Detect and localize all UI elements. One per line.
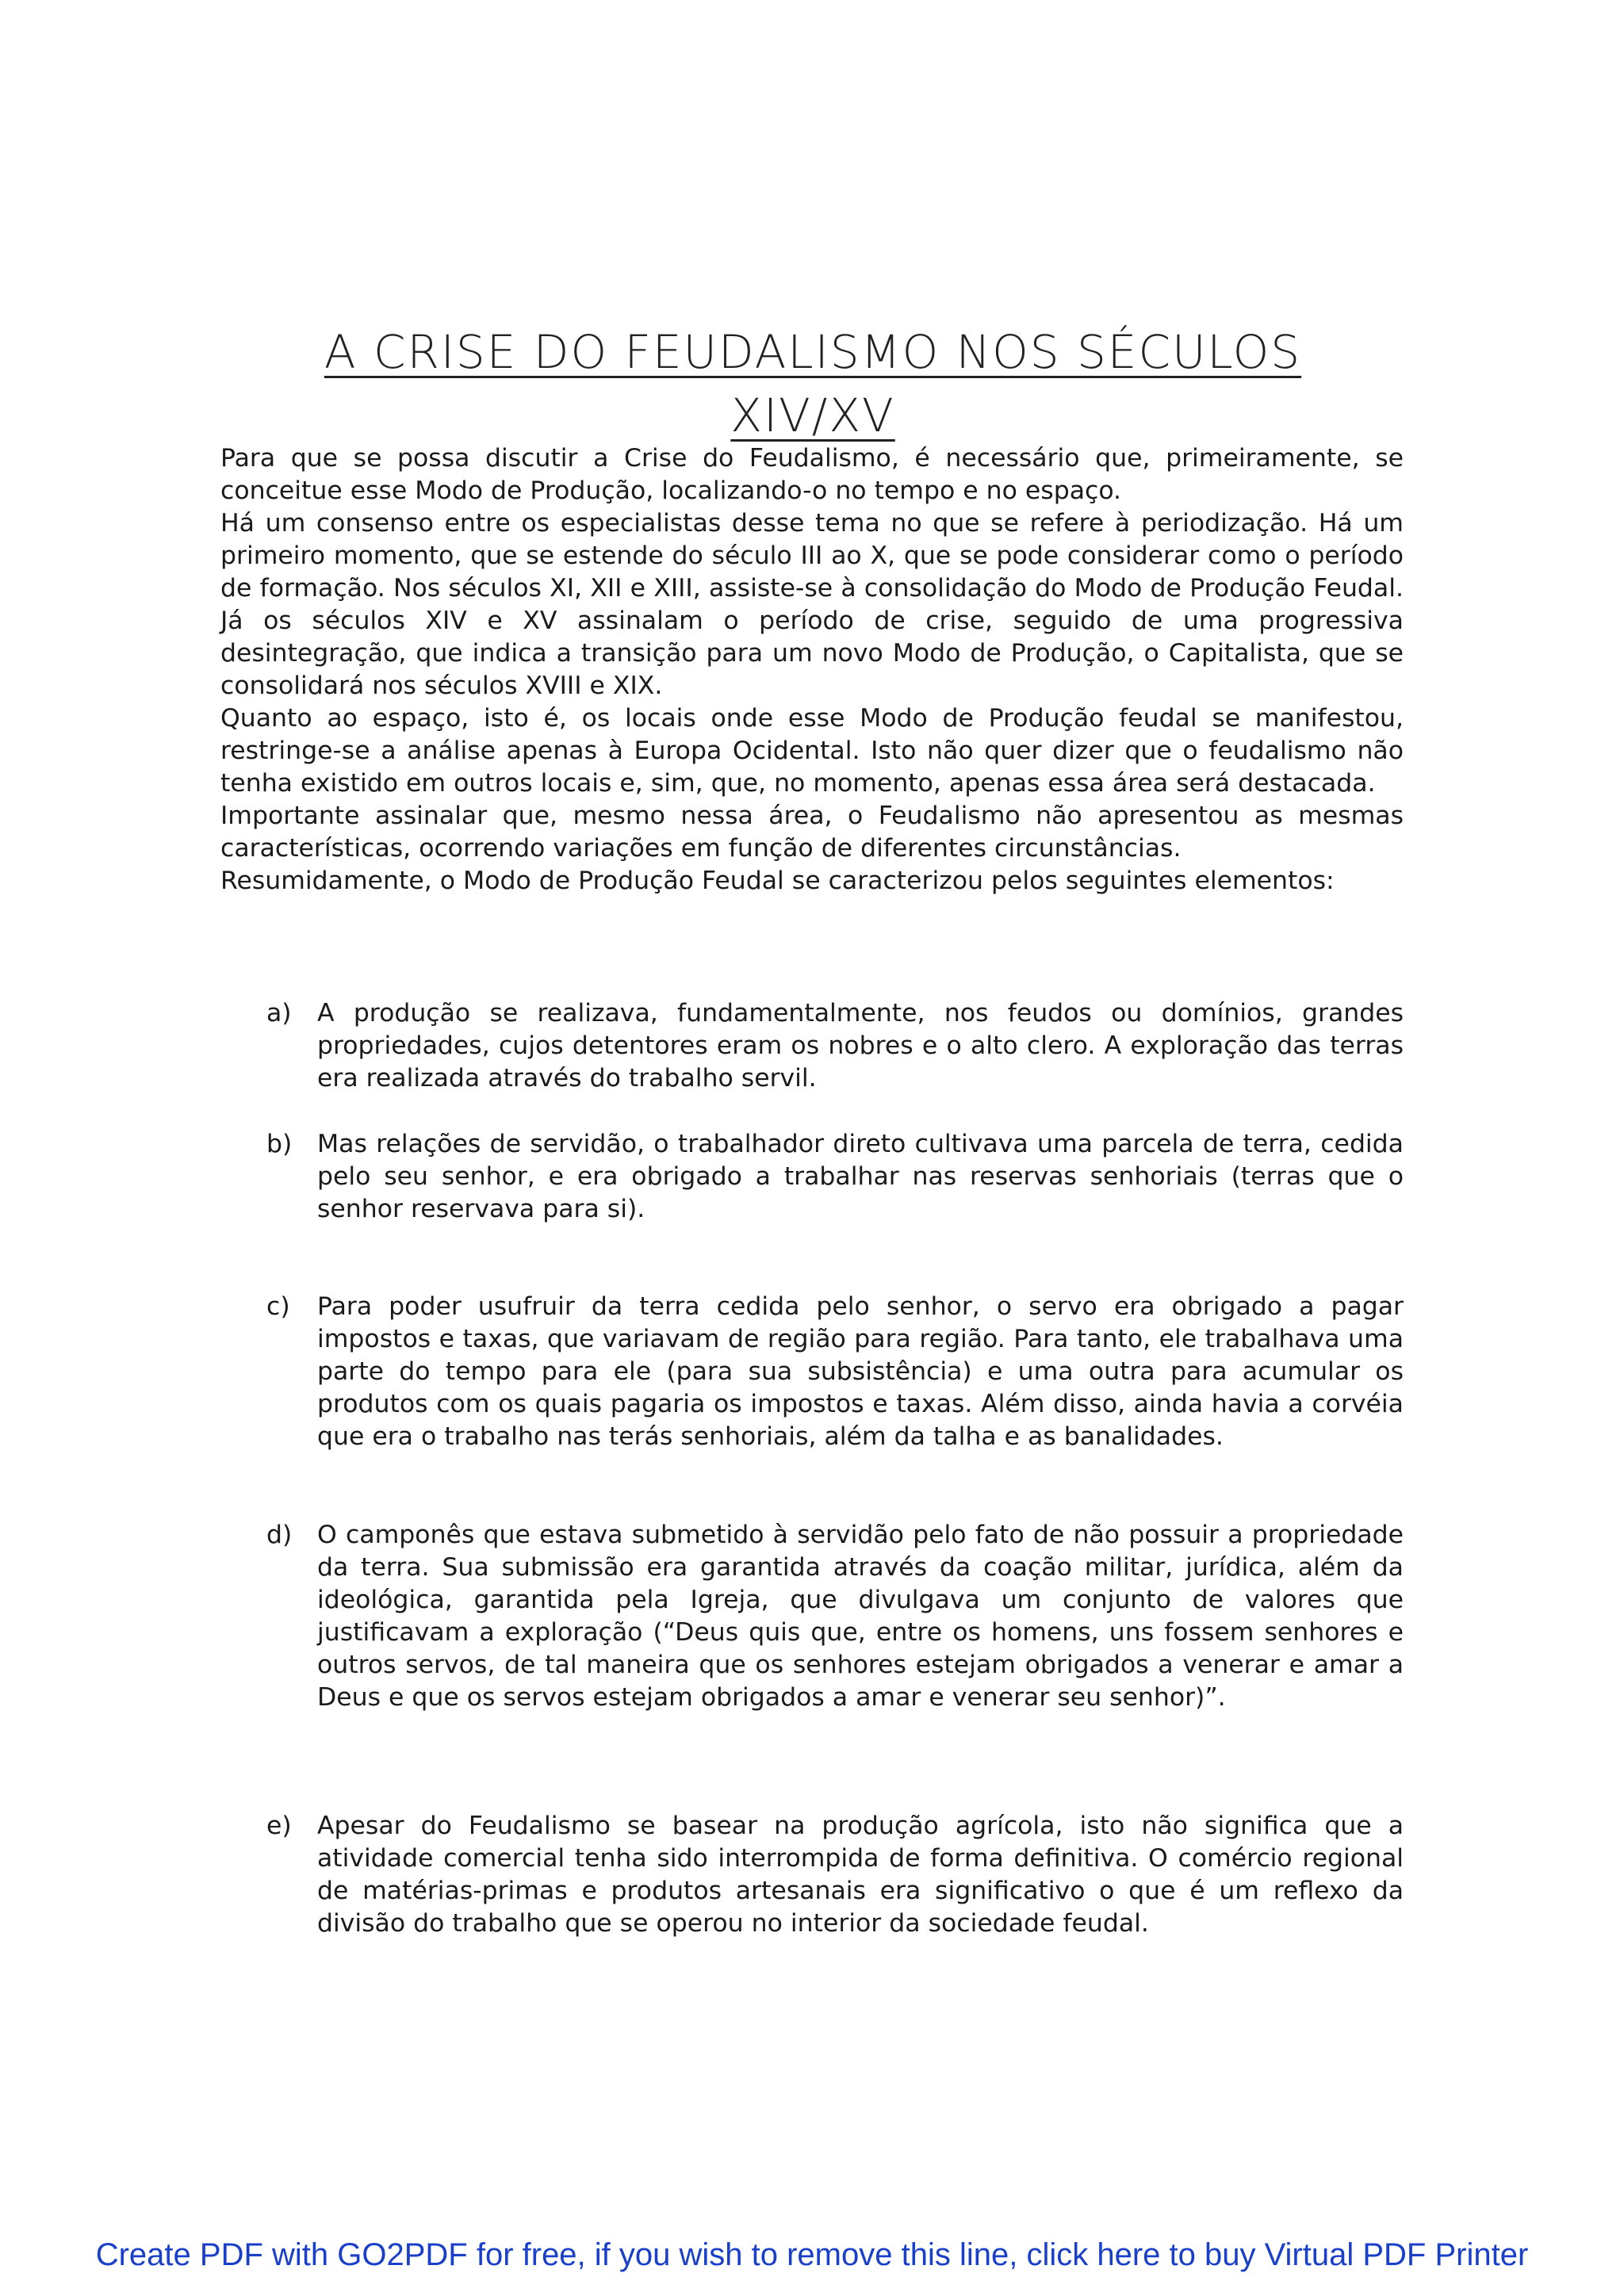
document-title-line-2: XIV/XV: [730, 388, 895, 442]
paragraph: Importante assinalar que, mesmo nessa área, o Feudalismo não apresentou as mesmas características, ocorrendo variações em função de diferentes circunstâncias.: [220, 802, 1404, 863]
document-title: [238, 320, 1388, 447]
list-marker: a): [266, 999, 292, 1027]
intro-body: [220, 442, 1404, 897]
document-title-line-1: A CRISE DO FEUDALISMO NOS SÉCULOS: [324, 324, 1302, 379]
paragraph: Resumidamente, o Modo de Produção Feudal se caracterizou pelos seguintes elementos:: [220, 867, 1335, 895]
list-marker: e): [266, 1812, 292, 1840]
paragraph: Para que se possa discutir a Crise do Feudalismo, é necessário que, primeiramente, se conceitue esse Modo de Produção, localizando-o no tempo e no espaço.: [220, 444, 1404, 505]
paragraph: Há um consenso entre os especialistas desse tema no que se refere à periodização. Há um primeiro momento, que se estende do século III ao X, que se pode considerar como o período de formação. Nos séculos XI, XII e XIII, assiste-se à consolidação do Modo de Produção Feudal. Já os séculos XIV e XV assinalam o período de crise, seguido de uma progressiva desintegração, que indica a transição para um novo Modo de Produção, o Capitalista, que se consolidará nos séculos XVIII e XIX.: [220, 509, 1404, 700]
list-marker: b): [266, 1130, 293, 1158]
paragraph: Quanto ao espaço, isto é, os locais onde esse Modo de Produção feudal se manifestou, restringe-se a análise apenas à Europa Ocidental. Isto não quer dizer que o feudalismo não tenha existido em outros locais e, sim, que, no momento, apenas essa área será destacada.: [220, 704, 1404, 798]
list-item-text: Apesar do Feudalismo se basear na produção agrícola, isto não significa que a atividade comercial tenha sido interrompida de forma definitiva. O comércio regional de matérias-primas e produtos artesanais era significativo o que é um reflexo da divisão do trabalho que se operou no interior da sociedade feudal.: [317, 1812, 1404, 1938]
list-item-text: A produção se realizava, fundamentalmente, nos feudos ou domínios, grandes propriedades, cujos detentores eram os nobres e o alto clero. A exploração das terras era realizada através do trabalho servil.: [317, 999, 1404, 1093]
list-marker: c): [266, 1292, 290, 1321]
list-item-text: O camponês que estava submetido à servidão pelo fato de não possuir a propriedade da terra. Sua submissão era garantida através da coação militar, jurídica, além da ideológica, garantida pela Igreja, que divulgava um conjunto de valores que justificavam a exploração (“Deus quis que, entre os homens, uns fossem senhores e outros servos, de tal maneira que os senhores estejam obrigados a venerar e amar a Deus e que os servos estejam obrigados a amar e venerar seu senhor)”.: [317, 1521, 1404, 1712]
list-item-text: Mas relações de servidão, o trabalhador direto cultivava uma parcela de terra, cedida pelo seu senhor, e era obrigado a trabalhar nas reservas senhoriais (terras que o senhor reservava para si).: [317, 1130, 1404, 1223]
list-marker: d): [266, 1521, 293, 1549]
go2pdf-promo-link[interactable]: Create PDF with GO2PDF for free, if you wish to remove this line, click here to buy Virtual PDF Printer: [95, 2237, 1529, 2272]
list-item-text: Para poder usufruir da terra cedida pelo senhor, o servo era obrigado a pagar impostos e taxas, que variavam de região para região. Para tanto, ele trabalhava uma parte do tempo para ele (para sua subsistência) e uma outra para acumular os produtos com os quais pagaria os impostos e taxas. Além disso, ainda havia a corvéia que era o trabalho nas terás senhoriais, além da talha e as banalidades.: [317, 1292, 1404, 1451]
